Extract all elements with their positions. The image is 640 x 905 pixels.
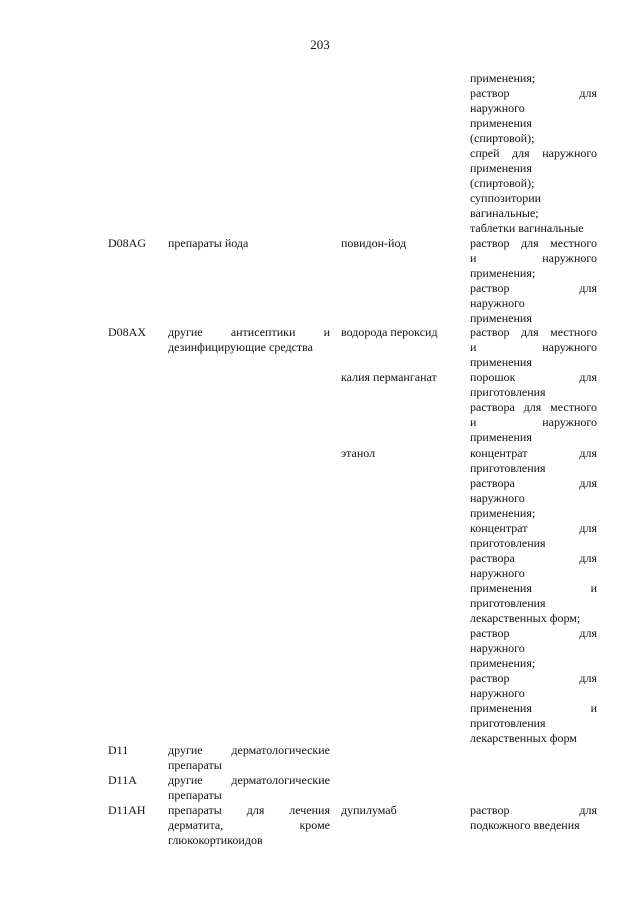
dosage-form-line: раствор для — [470, 671, 597, 685]
dosage-form-line: порошок для — [470, 370, 597, 384]
drug-name: водорода пероксид — [341, 325, 438, 339]
dosage-form-line: применения — [470, 311, 532, 325]
dosage-form-line: применения — [470, 116, 532, 130]
dosage-form-line: (спиртовой); — [470, 176, 535, 190]
dosage-form-line: наружного — [470, 641, 525, 655]
dosage-form-line: наружного — [470, 296, 525, 310]
group-line: препараты — [168, 788, 222, 802]
dosage-form-line: применения — [470, 161, 532, 175]
drug-name: дупилумаб — [341, 803, 397, 817]
dosage-form-line: применения и — [470, 581, 597, 595]
group-line: препараты для лечения — [168, 803, 330, 817]
atc-code: D08AX — [108, 325, 146, 339]
atc-code: D08AG — [108, 236, 146, 250]
anatomical-therapeutic-group — [168, 743, 330, 773]
dosage-form-line: вагинальные; — [470, 206, 539, 220]
dosage-form-line: концентрат для — [470, 446, 597, 460]
dosage-form-line: приготовления — [470, 536, 546, 550]
dosage-form-line: применения; — [470, 506, 536, 520]
dosage-form-line: раствор для — [470, 281, 597, 295]
dosage-form-line: концентрат для — [470, 521, 597, 535]
dosage-forms — [470, 370, 597, 445]
dosage-form-line: лекарственных форм — [470, 731, 577, 745]
dosage-form-line: раствор для — [470, 803, 597, 817]
dosage-form-line: раствор для местного — [470, 325, 597, 339]
atc-code: D11AH — [108, 803, 146, 817]
dosage-form-line: применения — [470, 430, 532, 444]
dosage-form-line: наружного — [470, 566, 525, 580]
dosage-form-line: раствора для — [470, 476, 597, 490]
group-line: дерматита, кроме — [168, 818, 330, 832]
dosage-form-line: лекарственных форм; — [470, 611, 581, 625]
dosage-form-line: применения; — [470, 71, 536, 85]
atc-code: D11 — [108, 743, 129, 757]
dosage-form-line: раствора для — [470, 551, 597, 565]
dosage-form-line: применения; — [470, 266, 536, 280]
dosage-form-line: применения — [470, 355, 532, 369]
dosage-forms — [470, 325, 597, 370]
group-line: препараты — [168, 758, 222, 772]
group-line: дезинфицирующие средства — [168, 340, 314, 354]
dosage-form-line: применения и — [470, 701, 597, 715]
group-line: другие дерматологические — [168, 743, 330, 757]
dosage-form-line: приготовления — [470, 716, 546, 730]
dosage-form-line: приготовления — [470, 596, 546, 610]
dosage-form-line: суппозитории — [470, 191, 542, 205]
dosage-forms — [470, 446, 597, 746]
dosage-form-line: наружного — [470, 101, 525, 115]
dosage-form-line: спрей для наружного — [470, 146, 597, 160]
atc-code: D11A — [108, 773, 137, 787]
anatomical-therapeutic-group — [168, 773, 330, 803]
dosage-form-line: раствор для — [470, 626, 597, 640]
drug-name: калия перманганат — [341, 370, 437, 384]
dosage-form-line: и наружного — [470, 251, 597, 265]
anatomical-therapeutic-group — [168, 325, 330, 355]
dosage-form-line: подкожного введения — [470, 818, 580, 832]
dosage-form-line: (спиртовой); — [470, 131, 535, 145]
group-line: препараты йода — [168, 236, 249, 250]
dosage-form-line: приготовления — [470, 461, 546, 475]
page-number: 203 — [310, 37, 330, 52]
anatomical-therapeutic-group — [168, 803, 330, 848]
dosage-forms — [470, 803, 597, 833]
drug-name: этанол — [341, 446, 376, 460]
dosage-form-line: и наружного — [470, 415, 597, 429]
dosage-form-line: приготовления — [470, 385, 546, 399]
dosage-form-line: таблетки вагинальные — [470, 221, 584, 235]
group-line: другие дерматологические — [168, 773, 330, 787]
dosage-form-line: наружного — [470, 686, 525, 700]
dosage-forms — [470, 236, 597, 326]
group-line: другие антисептики и — [168, 325, 330, 339]
dosage-form-line: раствор для местного — [470, 236, 597, 250]
dosage-form-line: наружного — [470, 491, 525, 505]
dosage-forms — [470, 71, 597, 236]
anatomical-therapeutic-group — [168, 236, 330, 251]
dosage-form-line: раствор для — [470, 86, 597, 100]
dosage-form-line: и наружного — [470, 340, 597, 354]
drug-name: повидон-йод — [341, 236, 407, 250]
dosage-form-line: раствора для местного — [470, 400, 597, 414]
group-line: глюкокортикоидов — [168, 833, 263, 847]
dosage-form-line: применения; — [470, 656, 536, 670]
